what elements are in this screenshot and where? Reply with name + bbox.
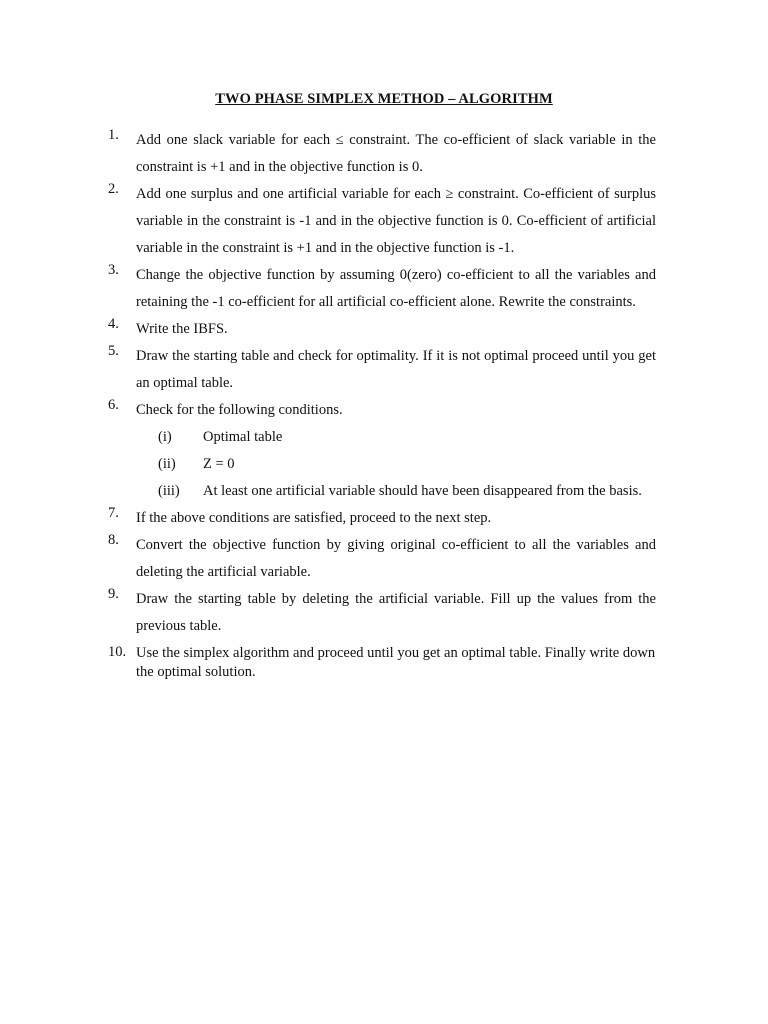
step-1 bbox=[108, 127, 656, 181]
step-10 bbox=[108, 644, 656, 682]
step-2 bbox=[108, 181, 656, 262]
step-5 bbox=[108, 343, 656, 397]
step-6 bbox=[108, 397, 656, 505]
step-text: If the above conditions are satisfied, proceed to the next step. bbox=[136, 510, 492, 526]
step-4 bbox=[108, 316, 656, 343]
step-number: 10. bbox=[108, 644, 127, 660]
step-text: Change the objective function by assuming 0(zero) co-efficient to all the variables and retaining the -1 co-efficient for all artificial co-efficient alone. Rewrite the constraints. bbox=[136, 267, 656, 310]
condition-text: Optimal table bbox=[203, 429, 283, 445]
condition-text: Z = 0 bbox=[203, 456, 235, 472]
step-3 bbox=[108, 262, 656, 316]
condition-item bbox=[136, 451, 656, 478]
step-7 bbox=[108, 505, 656, 532]
step-number: 2. bbox=[108, 181, 119, 197]
condition-number: (iii) bbox=[158, 483, 180, 499]
step-text: Write the IBFS. bbox=[136, 321, 228, 337]
step-number: 1. bbox=[108, 127, 119, 143]
step-text: Convert the objective function by giving original co-efficient to all the variables and deleting the artificial variable. bbox=[136, 537, 656, 580]
algorithm-steps-list bbox=[108, 127, 656, 682]
step-text: Add one slack variable for each ≤ constraint. The co-efficient of slack variable in the constraint is +1 and in the objective function is 0. bbox=[136, 132, 656, 175]
step-number: 5. bbox=[108, 343, 119, 359]
step-number: 9. bbox=[108, 586, 119, 602]
step-number: 6. bbox=[108, 397, 119, 413]
step-number: 8. bbox=[108, 532, 119, 548]
condition-item bbox=[136, 424, 656, 451]
page-title: TWO PHASE SIMPLEX METHOD – ALGORITHM bbox=[215, 91, 553, 107]
step-text: Draw the starting table and check for optimality. If it is not optimal proceed until you get an optimal table. bbox=[136, 348, 656, 391]
condition-number: (ii) bbox=[158, 456, 176, 472]
step-8 bbox=[108, 532, 656, 586]
condition-item bbox=[136, 478, 656, 505]
step-text: Add one surplus and one artificial variable for each ≥ constraint. Co-efficient of surplus variable in the constraint is -1 and in the objective function is 0. Co-efficient of artificial variable in the constraint is +1 and in the objective function is -1. bbox=[136, 186, 656, 256]
step-text: Check for the following conditions. bbox=[136, 402, 343, 418]
step-number: 3. bbox=[108, 262, 119, 278]
step-text: Draw the starting table by deleting the artificial variable. Fill up the values from the previous table. bbox=[136, 591, 656, 634]
condition-text: At least one artificial variable should have been disappeared from the basis. bbox=[203, 483, 642, 499]
step-number: 4. bbox=[108, 316, 119, 332]
step-9 bbox=[108, 586, 656, 640]
step-number: 7. bbox=[108, 505, 119, 521]
step-text: Use the simplex algorithm and proceed until you get an optimal table. Finally write down the optimal solution. bbox=[136, 645, 656, 680]
conditions-sublist bbox=[136, 424, 656, 505]
condition-number: (i) bbox=[158, 429, 172, 445]
